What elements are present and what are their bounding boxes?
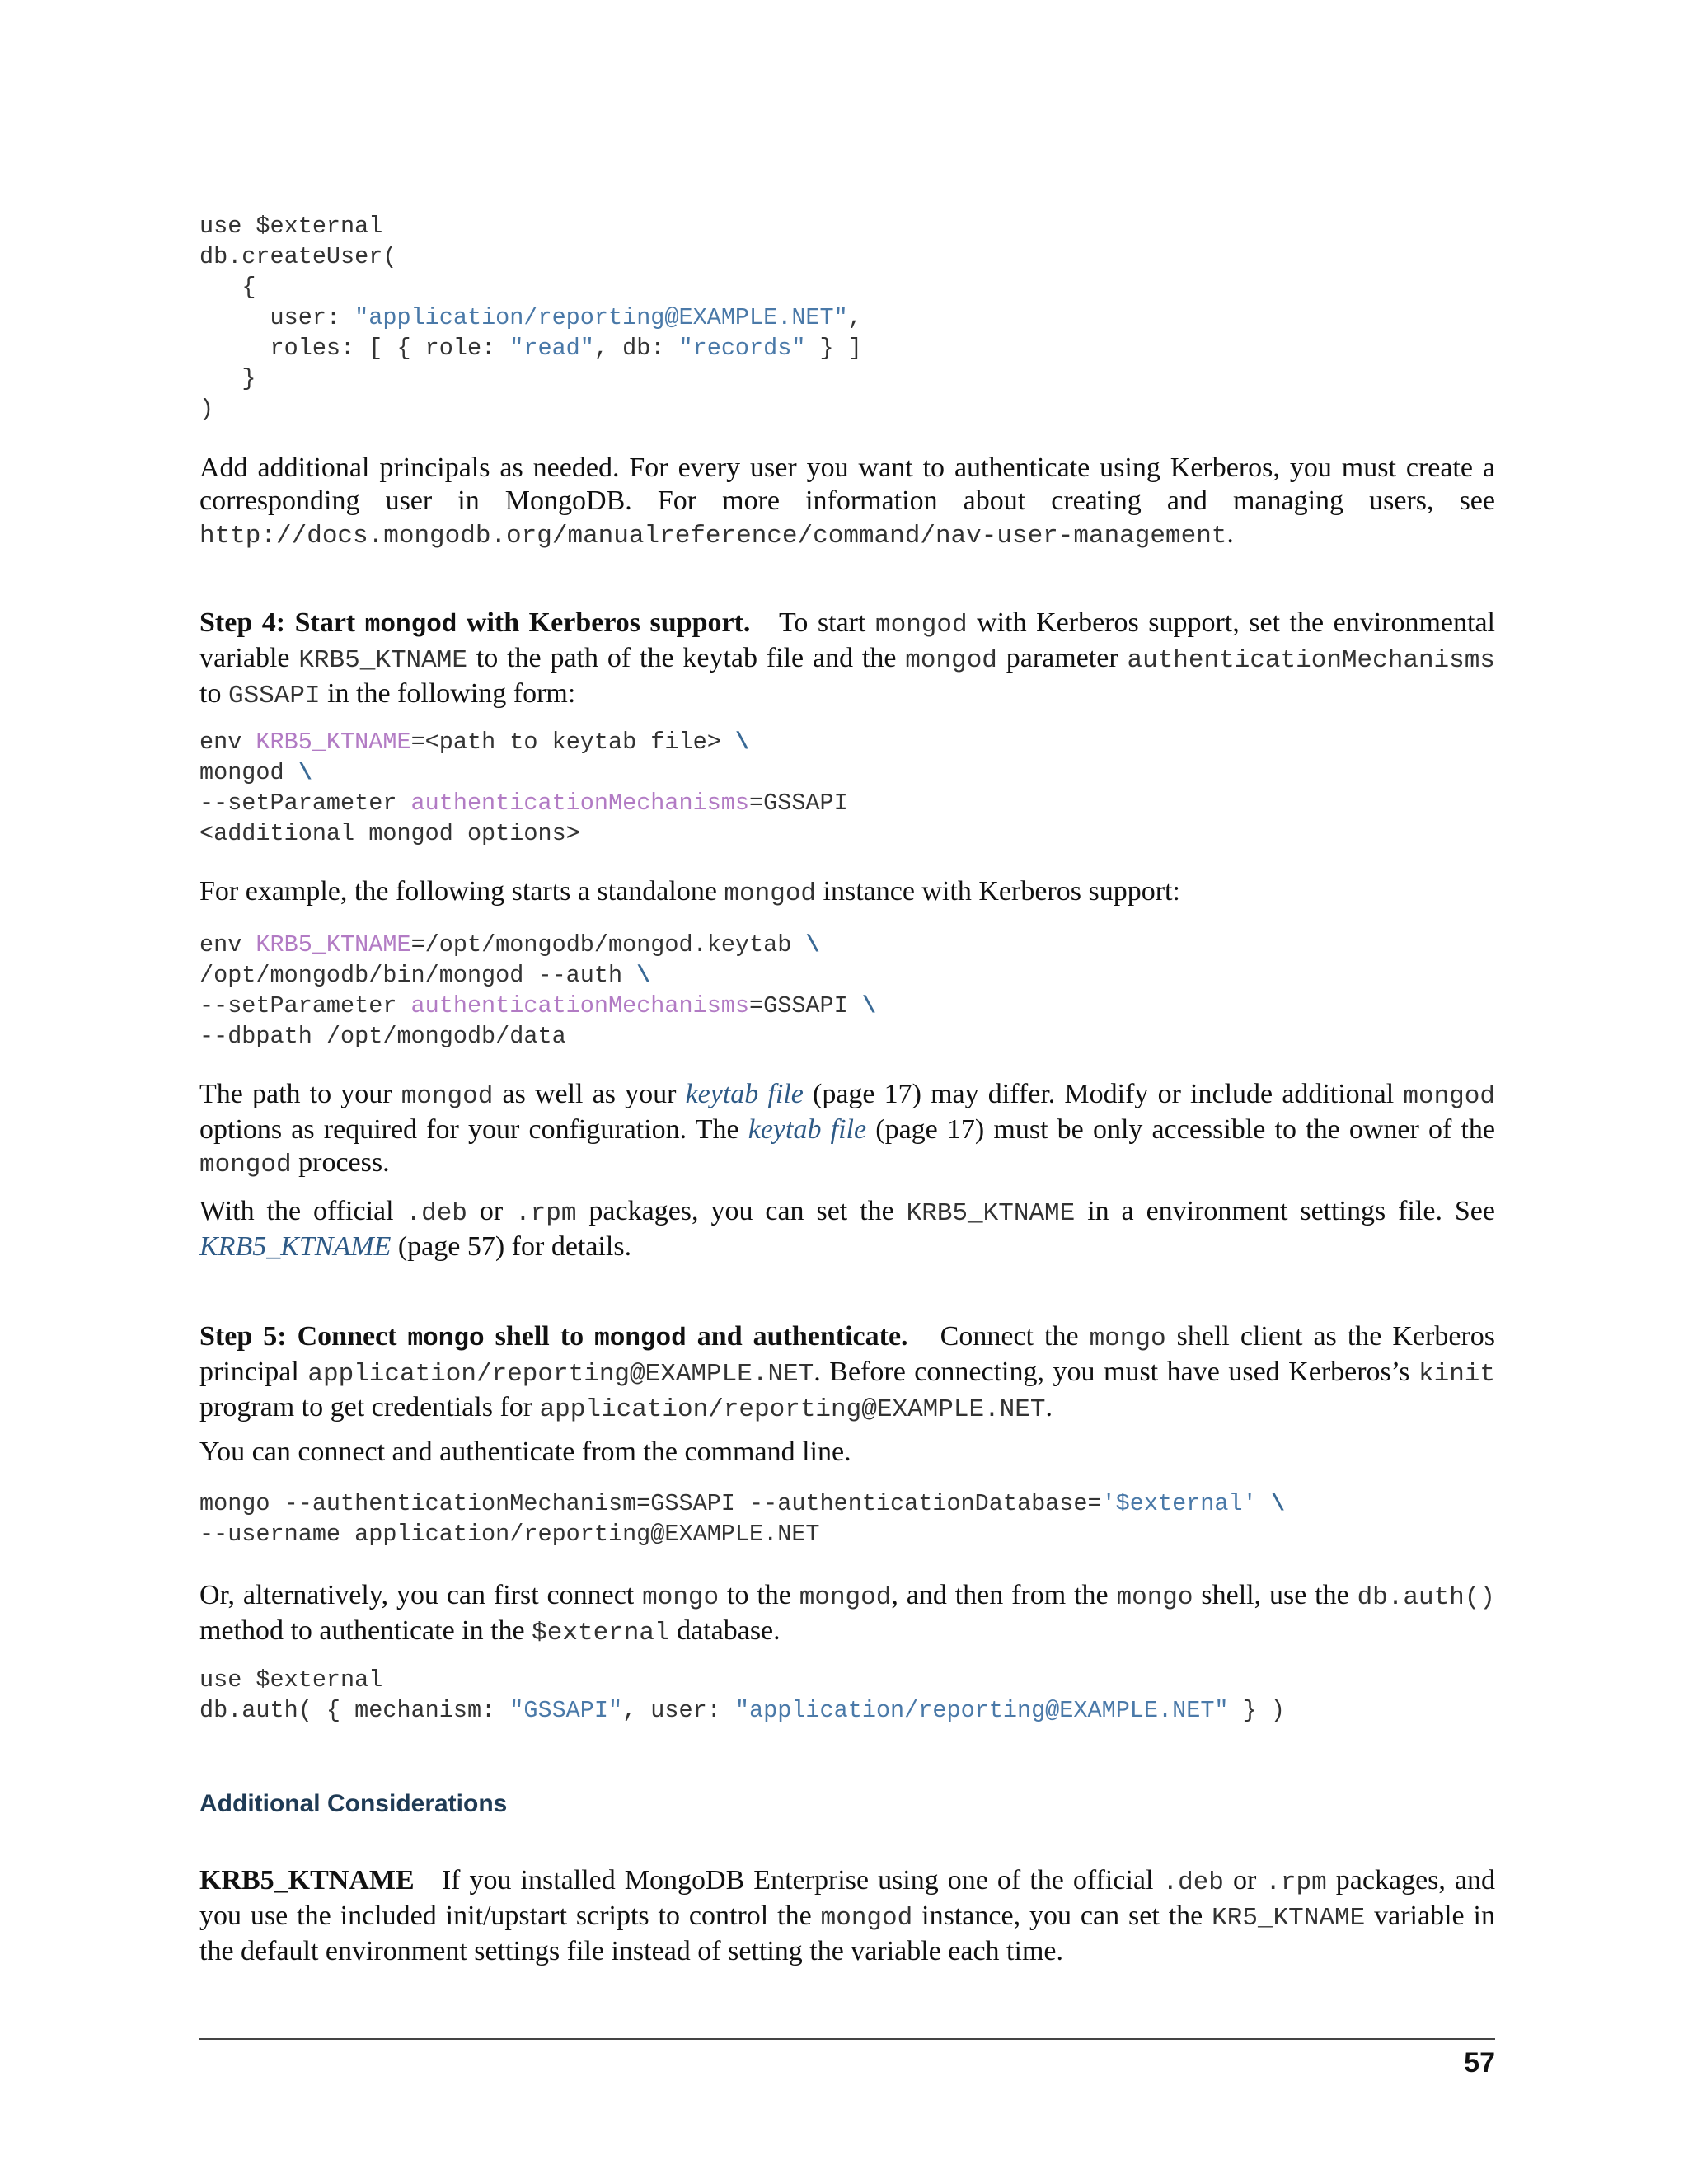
code-block-db-auth: use $external db.auth( { mechanism: "GSSAPI", user: "application/reporting@EXAMPLE.NET" } ) (199, 1666, 1285, 1724)
para-command-line: You can connect and authenticate from the command line. (199, 1436, 851, 1467)
keytab-file-link[interactable]: keytab file (685, 1079, 804, 1109)
para-add-principals: Add additional principals as needed. For every user you want to authenticate using Kerberos, you must create a corresponding user in MongoDB. For more information about creating and managing users, see http://docs.mongodb.org/manualreference/command/nav-user-management. (199, 452, 1495, 551)
step-4-paragraph: Step 4: Start mongod with Kerberos support. To start mongod with Kerberos support, set the environmental variable KRB5_KTNAME to the path of the keytab file and the mongod parameter authenticationMechanisms to GSSAPI in the following form: (199, 607, 1495, 710)
para-krb5-ktname: KRB5_KTNAME If you installed MongoDB Enterprise using one of the official .deb or .rpm packages, and you use the included init/upstart scripts to control the mongod instance, you can set the KR5_KTNAME variable in the default environment settings file instead of setting the variable each time. (199, 1865, 1496, 1966)
step-5-paragraph: Step 5: Connect mongo shell to mongod and authenticate. Connect the mongo shell client as the Kerberos principal application/reporting@EXAMPLE.NET. Before connecting, you must have used Kerberos’s kinit program to get credentials for application/reporting@EXAMPLE.NET. (199, 1321, 1495, 1424)
footer-rule (199, 2038, 1495, 2040)
para-alternatively: Or, alternatively, you can first connect mongo to the mongod, and then from the mongo shell, use the db.auth() method to authenticate in the $external database. (199, 1580, 1495, 1647)
keytab-file-link-2[interactable]: keytab file (748, 1114, 867, 1145)
section-heading-additional-considerations: Additional Considerations (199, 1790, 508, 1817)
step-4-title: Step 4: Start mongod with Kerberos support. (199, 607, 751, 640)
code-block-example-start: env KRB5_KTNAME=/opt/mongodb/mongod.keytab \ /opt/mongodb/bin/mongod --auth \ --setParameter authenticationMechanisms=GSSAPI \ --dbpath /opt/mongodb/data (199, 931, 876, 1050)
para-path: The path to your mongod as well as your keytab file (page 17) may differ. Modify or include additional mongod options as required for your configuration. The keytab file (page 17) must be only accessible to the owner of the mongod process. (199, 1079, 1495, 1179)
user-management-url: http://docs.mongodb.org/manualreference/command/nav-user-management (199, 522, 1227, 551)
step-5-title: Step 5: Connect mongo shell to mongod and authenticate. (199, 1321, 908, 1353)
code-block-mongo-connect: mongo --authenticationMechanism=GSSAPI --authenticationDatabase='$external' \ --username application/reporting@EXAMPLE.NET (199, 1490, 1285, 1548)
krb5-ktname-link[interactable]: KRB5_KTNAME (199, 1231, 392, 1262)
code-block-create-user: use $external db.createUser( { user: "application/reporting@EXAMPLE.NET", roles: [ { role: "read", db: "records" } ] } ) (199, 213, 862, 423)
code-block-env-form: env KRB5_KTNAME=<path to keytab file> \ mongod \ --setParameter authenticationMechanisms=GSSAPI <additional mongod options> (199, 729, 848, 847)
page-number: 57 (1464, 2047, 1495, 2079)
krb5-ktname-term: KRB5_KTNAME (199, 1865, 415, 1896)
para-official-packages: With the official .deb or .rpm packages, you can set the KRB5_KTNAME in a environment settings file. See KRB5_KTNAME (page 57) for details. (199, 1196, 1495, 1262)
para-for-example: For example, the following starts a standalone mongod instance with Kerberos support: (199, 876, 1180, 908)
